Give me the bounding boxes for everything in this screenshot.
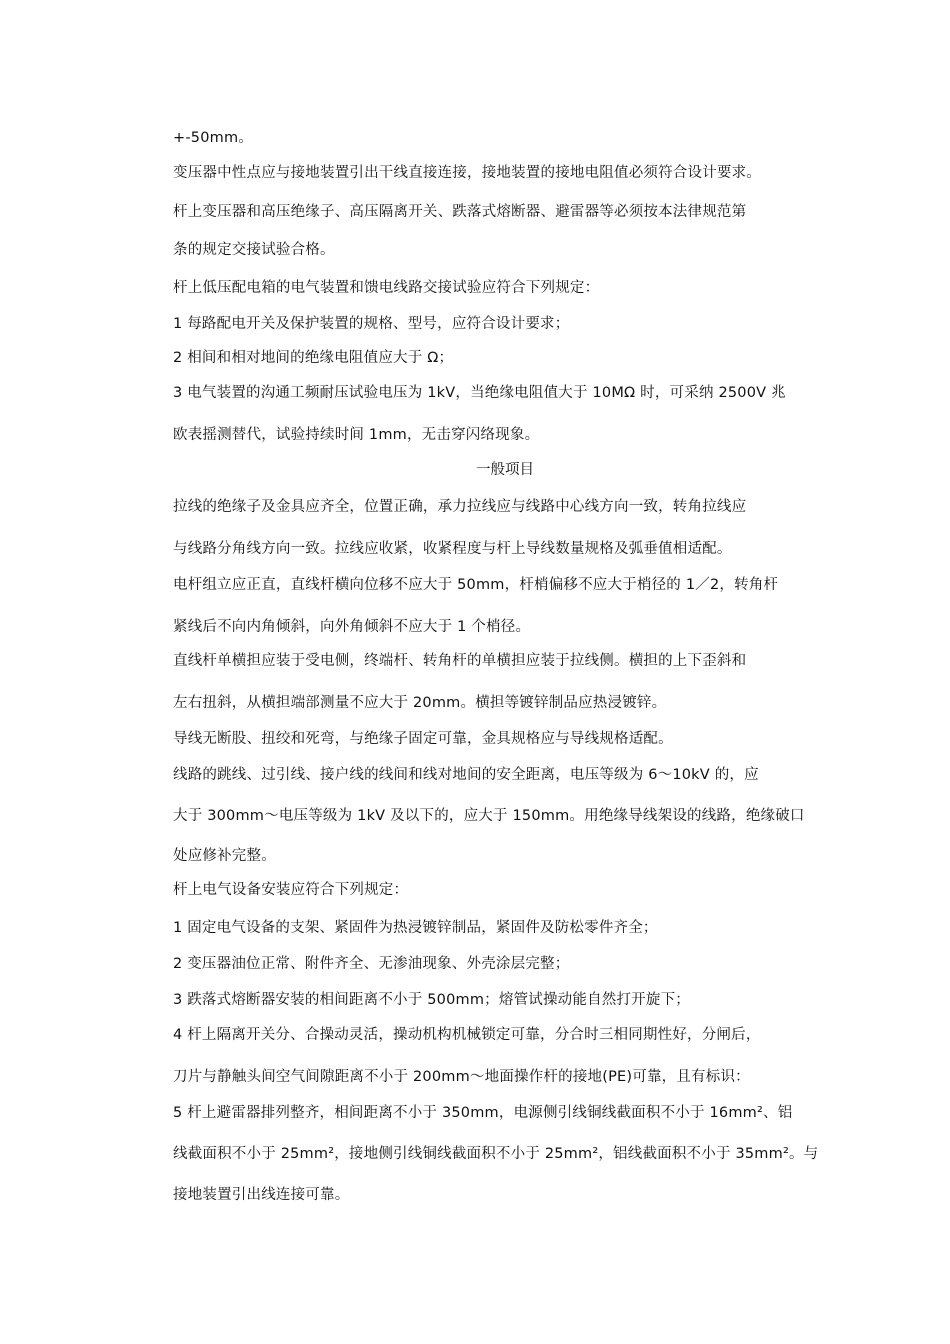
text-line: 导线无断股、扭绞和死弯，与绝缘子固定可靠，金具规格应与导线规格适配。: [173, 731, 673, 747]
text-line: 与线路分角线方向一致。拉线应收紧，收紧程度与杆上导线数量规格及弧垂值相适配。: [173, 541, 732, 557]
text-line: 3 跌落式熔断器安装的相间距离不小于 500mm；熔管试操动能自然打开旋下；: [173, 992, 690, 1008]
text-line: 紧线后不向内角倾斜，向外角倾斜不应大于 1 个梢径。: [173, 619, 531, 635]
text-line: 5 杆上避雷器排列整齐，相间距离不小于 350mm，电源侧引线铜线截面积不小于 16mm²、铝: [173, 1105, 793, 1121]
text-line: 处应修补完整。: [173, 848, 276, 864]
text-line: 拉线的绝缘子及金具应齐全，位置正确，承力拉线应与线路中心线方向一致，转角拉线应: [173, 499, 747, 515]
text-line: 2 变压器油位正常、附件齐全、无渗油现象、外壳涂层完整；: [173, 956, 570, 972]
text-line: +-50mm。: [173, 130, 253, 146]
text-line: 2 相间和相对地间的绝缘电阻值应大于 Ω；: [173, 350, 454, 366]
text-line: 杆上电气设备安装应符合下列规定：: [173, 882, 409, 898]
text-line: 左右扭斜，从横担端部测量不应大于 20mm。横担等镀锌制品应热浸镀锌。: [173, 695, 667, 711]
text-line: 线路的跳线、过引线、接户线的线间和线对地间的安全距离，电压等级为 6～10kV 的，应: [173, 767, 759, 783]
text-line: 杆上变压器和高压绝缘子、高压隔离开关、跌落式熔断器、避雷器等必须按本法律规范第: [173, 204, 747, 220]
text-line: 电杆组立应正直，直线杆横向位移不应大于 50mm，杆梢偏移不应大于梢径的 1／2，转角杆: [173, 577, 779, 593]
text-line: 欧表摇测替代，试验持续时间 1mm，无击穿闪络现象。: [173, 427, 540, 443]
text-line: 3 电气装置的沟通工频耐压试验电压为 1kV，当绝缘电阻值大于 10MΩ 时，可采纳 2500V 兆: [173, 385, 786, 401]
text-line: 1 固定电气设备的支架、紧固件为热浸镀锌制品，紧固件及防松零件齐全；: [173, 920, 658, 936]
text-line: 1 每路配电开关及保护装置的规格、型号，应符合设计要求；: [173, 316, 570, 332]
text-line: 直线杆单横担应装于受电侧，终端杆、转角杆的单横担应装于拉线侧。横担的上下歪斜和: [173, 653, 747, 669]
text-line: 刀片与静触头间空气间隙距离不小于 200mm～地面操作杆的接地(PE)可靠，且有标识：: [173, 1069, 750, 1085]
text-line: 条的规定交接试验合格。: [173, 242, 335, 258]
text-line: 4 杆上隔离开关分、合操动灵活，操动机构机械锁定可靠，分合时三相同期性好，分闸后，: [173, 1027, 761, 1043]
text-line: 大于 300mm～电压等级为 1kV 及以下的，应大于 150mm。用绝缘导线架设的线路，绝缘破口: [173, 808, 805, 824]
text-line: 杆上低压配电箱的电气装置和馈电线路交接试验应符合下列规定：: [173, 280, 600, 296]
text-line: 接地装置引出线连接可靠。: [173, 1187, 350, 1203]
section-title: 一般项目: [476, 462, 534, 478]
text-line: 变压器中性点应与接地装置引出干线直接连接，接地装置的接地电阻值必须符合设计要求。: [173, 165, 761, 181]
text-line: 线截面积不小于 25mm²，接地侧引线铜线截面积不小于 25mm²，铝线截面积不小于 35mm²。与: [173, 1146, 819, 1162]
